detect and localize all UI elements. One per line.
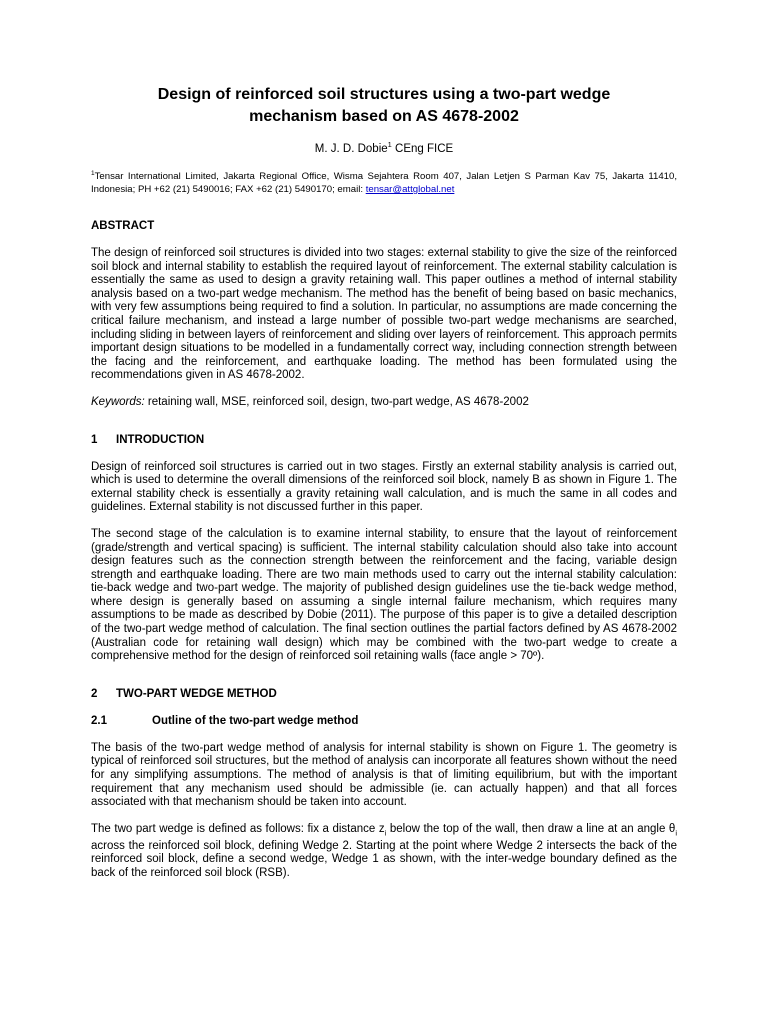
- title-line-1: Design of reinforced soil structures using a two-part wedge: [157, 86, 611, 103]
- abstract-heading: ABSTRACT: [91, 220, 155, 233]
- author-name: M. J. D. Dobie: [314, 142, 388, 155]
- method-p2-part-b: below the top of the wall, then draw a line at an angle θ: [386, 822, 676, 835]
- section-2-heading: [91, 688, 677, 700]
- intro-paragraph-2: The second stage of the calculation is to examine internal stability, to ensure that the layout of reinforcement (grade/strength and vertical spacing) is sufficient. The internal stability calculation should also take into account design features such as the connection strength between the reinforcement and the facing, variable design strength and earthquake loading. There are two main methods used to carry out the internal stability calculation: tie-back wedge and two-part wedge. The majority of published design guidelines use the tie-back wedge method, where design is generally based on assuming a single internal failure mechanism, which requires many assumptions to be made as described by Dobie (2011). The purpose of this paper is to give a detailed description of the two-part wedge method of calculation. The final section outlines the partial factors defined by AS 4678-2002 (Australian code for retaining wall design) which may be combined with the two-part wedge to create a comprehensive method for the design of reinforced soil retaining walls (face angle > 70º).: [91, 527, 677, 663]
- section-2-title: TWO-PART WEDGE METHOD: [116, 687, 277, 700]
- keywords-label: Keywords:: [91, 395, 145, 408]
- section-1-number: 1: [91, 433, 98, 446]
- subsection-2-1-title: Outline of the two-part wedge method: [152, 714, 359, 727]
- keywords-text: retaining wall, MSE, reinforced soil, design, two-part wedge, AS 4678-2002: [144, 395, 529, 408]
- method-p2-part-a: The two part wedge is defined as follows: fix a distance z: [91, 822, 385, 835]
- subsection-2-1-number: 2.1: [91, 714, 107, 727]
- intro-paragraph-1: Design of reinforced soil structures is carried out in two stages. Firstly an external stability analysis is carried out, which is used to determine the overall dimensions of the reinforced soil block, namely B as shown in Figure 1. The external stability check is essentially a gravity retaining wall calculation, and is much the same in all codes and guidelines. External stability is not discussed further in this paper.: [91, 460, 677, 514]
- section-2-number: 2: [91, 687, 98, 700]
- method-p2-sub-1: i: [384, 828, 387, 838]
- section-1-title: INTRODUCTION: [116, 433, 205, 446]
- abstract-text: The design of reinforced soil structures is divided into two stages: external stability to give the size of the reinforced soil block and internal stability to establish the required layout of reinforcement. The external stability calculation is essentially the same as used to design a gravity retaining wall. This paper outlines a method of internal stability analysis based on a two-part wedge mechanism. The method has the benefit of being based on basic mechanics, with very few assumptions being required to find a solution. In particular, no assumptions are made concerning the critical failure mechanism, and instead a large number of possible two-part wedge mechanisms are searched, including sliding in between layers of reinforcement and sliding over layers of reinforcement. This approach permits important design situations to be modelled in a fundamentally correct way, including connection strength between the facing and the reinforcement, and earthquake loading. The method has been formulated using the recommendations given in AS 4678-2002.: [91, 247, 677, 382]
- paper-title: [91, 84, 677, 128]
- author-credentials: CEng FICE: [391, 142, 454, 155]
- method-paragraph-2: [91, 823, 677, 881]
- keywords: [91, 396, 677, 410]
- affiliation: [91, 167, 677, 196]
- subsection-2-1-heading: [91, 715, 677, 727]
- email-link[interactable]: tensar@attglobal.net: [365, 184, 455, 196]
- method-paragraph-1: The basis of the two-part wedge method of analysis for internal stability is shown on Figure 1. The geometry is typical of reinforced soil structures, but the method of analysis can incorporate all features shown without the need for any simplifying assumptions. The method of analysis is that of limiting equilibrium, but with the important requirement that any mechanism used should be admissible (ie. can actually happen) and that all forces associated with that mechanism should be taken into account.: [91, 741, 677, 809]
- author-superscript: 1: [387, 140, 392, 149]
- method-p2-part-c: across the reinforced soil block, defining Wedge 2. Starting at the point where Wedge 2 intersects the back of the reinforced soil block, define a second wedge, Wedge 1 as shown, with the inter-wedge boundary defined as the back of the reinforced soil block (RSB).: [91, 839, 677, 879]
- author-line: [91, 140, 677, 155]
- affiliation-superscript: 1: [91, 169, 95, 177]
- section-1-heading: [91, 434, 677, 446]
- title-line-2: mechanism based on AS 4678-2002: [249, 108, 519, 125]
- method-p2-sub-2: i: [675, 828, 677, 838]
- paper-page: [91, 84, 677, 881]
- affiliation-text: Tensar International Limited, Jakarta Regional Office, Wisma Sejahtera Room 407, Jalan Letjen S Parman Kav 75, Jakarta 11410, Indonesia; PH +62 (21) 5490016; FAX +62 (21) 5490170; email:: [91, 171, 677, 196]
